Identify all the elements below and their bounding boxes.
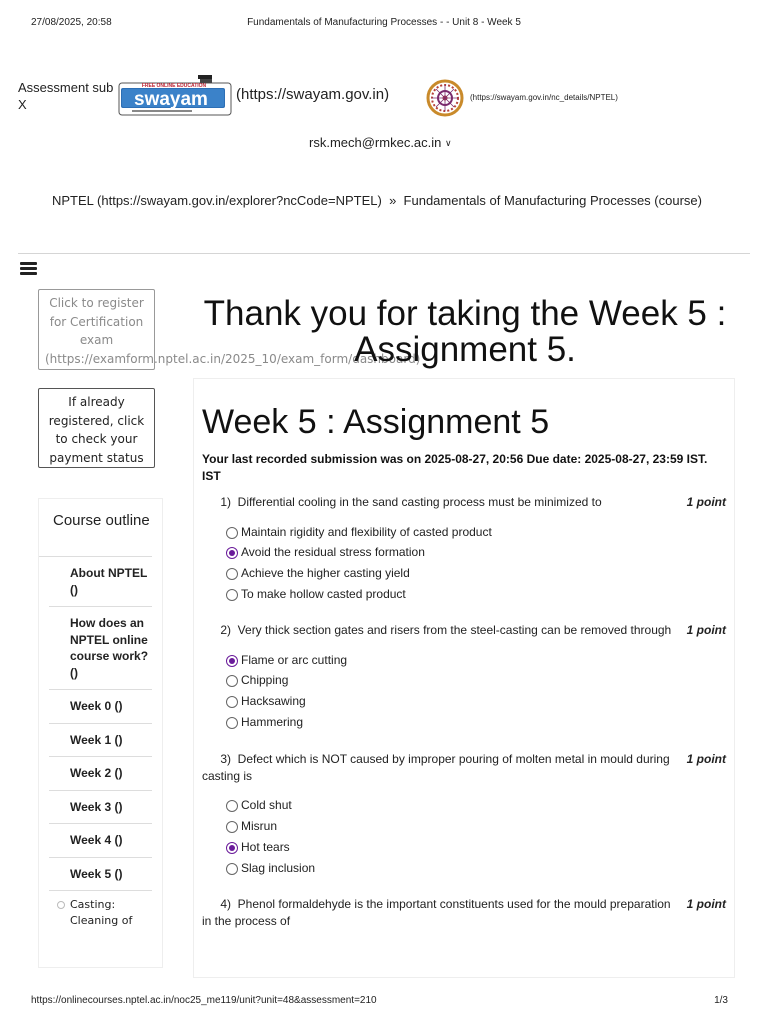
outline-item-week-5[interactable]: Week 5 () [49, 858, 152, 892]
status-line: If already [68, 395, 125, 409]
register-line: (https://examform.nptel.ac.in/2025_10/exam_form/dashboard) [45, 351, 421, 366]
status-line: registered, click [48, 413, 145, 428]
submission-info [202, 451, 732, 485]
radio-button[interactable] [226, 863, 238, 875]
register-line: exam [79, 333, 114, 347]
q2-option-3[interactable] [226, 694, 306, 709]
print-page-number: 1/3 [714, 995, 728, 1006]
course-outline-title: Course outline [39, 499, 152, 557]
outline-item-week-3[interactable]: Week 3 () [49, 791, 152, 825]
swayam-link[interactable]: (https://swayam.gov.in) [236, 86, 390, 103]
breadcrumb-separator: » [389, 193, 397, 208]
option-label: Hot tears [241, 840, 290, 854]
svg-text:FREE ONLINE EDUCATION: FREE ONLINE EDUCATION [141, 83, 207, 89]
radio-button[interactable] [226, 717, 238, 729]
question-text: Very thick section gates and risers from the steel-casting can be removed through [237, 623, 672, 637]
option-label: To make hollow casted product [241, 587, 406, 601]
header-divider [18, 253, 750, 254]
q1-option-4[interactable] [226, 587, 406, 602]
outline-item-how-it-works[interactable]: How does an NPTEL online course work? () [49, 607, 152, 690]
option-label: Achieve the higher casting yield [241, 566, 410, 580]
breadcrumb [52, 187, 712, 215]
question-number: 4) [220, 897, 231, 911]
outline-item-week-1[interactable]: Week 1 () [49, 724, 152, 758]
status-line: payment status [49, 450, 144, 465]
radio-button[interactable] [226, 547, 238, 559]
radio-button[interactable] [226, 527, 238, 539]
question-points: 1 point [686, 495, 726, 509]
q2-option-1[interactable] [226, 653, 347, 668]
q1-option-1[interactable] [226, 525, 492, 540]
status-line: to check your [55, 432, 138, 446]
question-number: 3) [220, 752, 231, 766]
print-datetime: 27/08/2025, 20:58 [31, 17, 112, 28]
option-label: Flame or arc cutting [241, 653, 348, 667]
nptel-link[interactable]: (https://swayam.gov.in/nc_details/NPTEL) [470, 93, 618, 102]
outline-subitem-casting-cleaning[interactable] [49, 891, 162, 929]
payment-status-button[interactable] [38, 388, 155, 468]
q1-option-3[interactable] [226, 566, 410, 581]
option-label: Cold shut [241, 798, 292, 812]
radio-button[interactable] [226, 589, 238, 601]
nptel-logo[interactable] [425, 79, 465, 117]
q3-option-2[interactable] [226, 819, 277, 834]
breadcrumb-course: Fundamentals of Manufacturing Processes (course) [403, 193, 702, 208]
q1-option-2[interactable] [226, 545, 425, 560]
radio-button[interactable] [226, 655, 238, 667]
question-text: Defect which is NOT caused by improper pouring of molten metal in mould during casting is [202, 752, 670, 783]
question-text: Phenol formaldehyde is the important constituents used for the mould preparation in the process of [202, 897, 671, 928]
option-label: Slag inclusion [241, 861, 316, 875]
outline-item-about-nptel[interactable]: About NPTEL () [49, 557, 152, 607]
question-3 [202, 751, 728, 785]
question-points: 1 point [686, 623, 726, 637]
register-line: for Certification [49, 314, 144, 329]
q2-option-4[interactable] [226, 715, 303, 730]
radio-button[interactable] [226, 842, 238, 854]
question-number: 2) [220, 623, 231, 637]
outline-item-week-4[interactable]: Week 4 () [49, 824, 152, 858]
question-points: 1 point [686, 897, 726, 911]
question-4 [202, 896, 728, 930]
user-email: rsk.mech@rmkec.ac.in [309, 135, 442, 150]
outline-item-week-2[interactable]: Week 2 () [49, 757, 152, 791]
submission-text: Your last recorded submission was on 2025-08-27, 20:56 Due date: 2025-08-27, 23:59 IST. [202, 452, 708, 466]
submission-timezone: IST [202, 469, 221, 483]
outline-subitem-label: Casting: Cleaning of [70, 898, 133, 927]
status-circle-icon [57, 901, 65, 909]
option-label: Hammering [241, 715, 304, 729]
swayam-logo[interactable] [118, 75, 232, 117]
option-label: Hacksawing [241, 694, 306, 708]
thank-you-message: Thank you for taking the Week 5 : Assignment 5. [203, 294, 727, 369]
question-text: Differential cooling in the sand casting process must be minimized to [237, 495, 602, 509]
chevron-down-icon: ∨ [445, 138, 452, 148]
option-label: Chipping [241, 673, 289, 687]
q3-option-3[interactable] [226, 840, 290, 855]
assessment-notice [18, 79, 113, 113]
register-certification-button[interactable] [38, 289, 421, 370]
q3-option-1[interactable] [226, 798, 292, 813]
question-number: 1) [220, 495, 231, 509]
option-label: Misrun [241, 819, 278, 833]
svg-text:swayam: swayam [134, 89, 208, 110]
assessment-close-button[interactable]: X [18, 97, 27, 112]
assignment-title: Week 5 : Assignment 5 [202, 403, 550, 441]
print-page-title: Fundamentals of Manufacturing Processes - - Unit 8 - Week 5 [247, 17, 521, 28]
outline-item-week-0[interactable]: Week 0 () [49, 690, 152, 724]
radio-button[interactable] [226, 800, 238, 812]
radio-button[interactable] [226, 696, 238, 708]
register-line: Click to register [49, 296, 144, 310]
q2-option-2[interactable] [226, 673, 288, 688]
question-points: 1 point [686, 752, 726, 766]
user-menu[interactable] [309, 135, 452, 150]
radio-button[interactable] [226, 675, 238, 687]
print-url: https://onlinecourses.nptel.ac.in/noc25_me119/unit?unit=48&assessment=210 [31, 995, 377, 1006]
course-outline [38, 498, 163, 968]
radio-button[interactable] [226, 568, 238, 580]
radio-button[interactable] [226, 821, 238, 833]
breadcrumb-nptel-link[interactable]: NPTEL (https://swayam.gov.in/explorer?ncCode=NPTEL) [52, 193, 382, 208]
question-1 [202, 494, 728, 511]
option-label: Avoid the residual stress formation [241, 545, 425, 559]
option-label: Maintain rigidity and flexibility of casted product [241, 525, 492, 539]
hamburger-menu-icon[interactable] [20, 262, 37, 277]
assessment-text: Assessment sub [18, 80, 114, 95]
q3-option-4[interactable] [226, 861, 315, 876]
question-2 [202, 622, 728, 639]
